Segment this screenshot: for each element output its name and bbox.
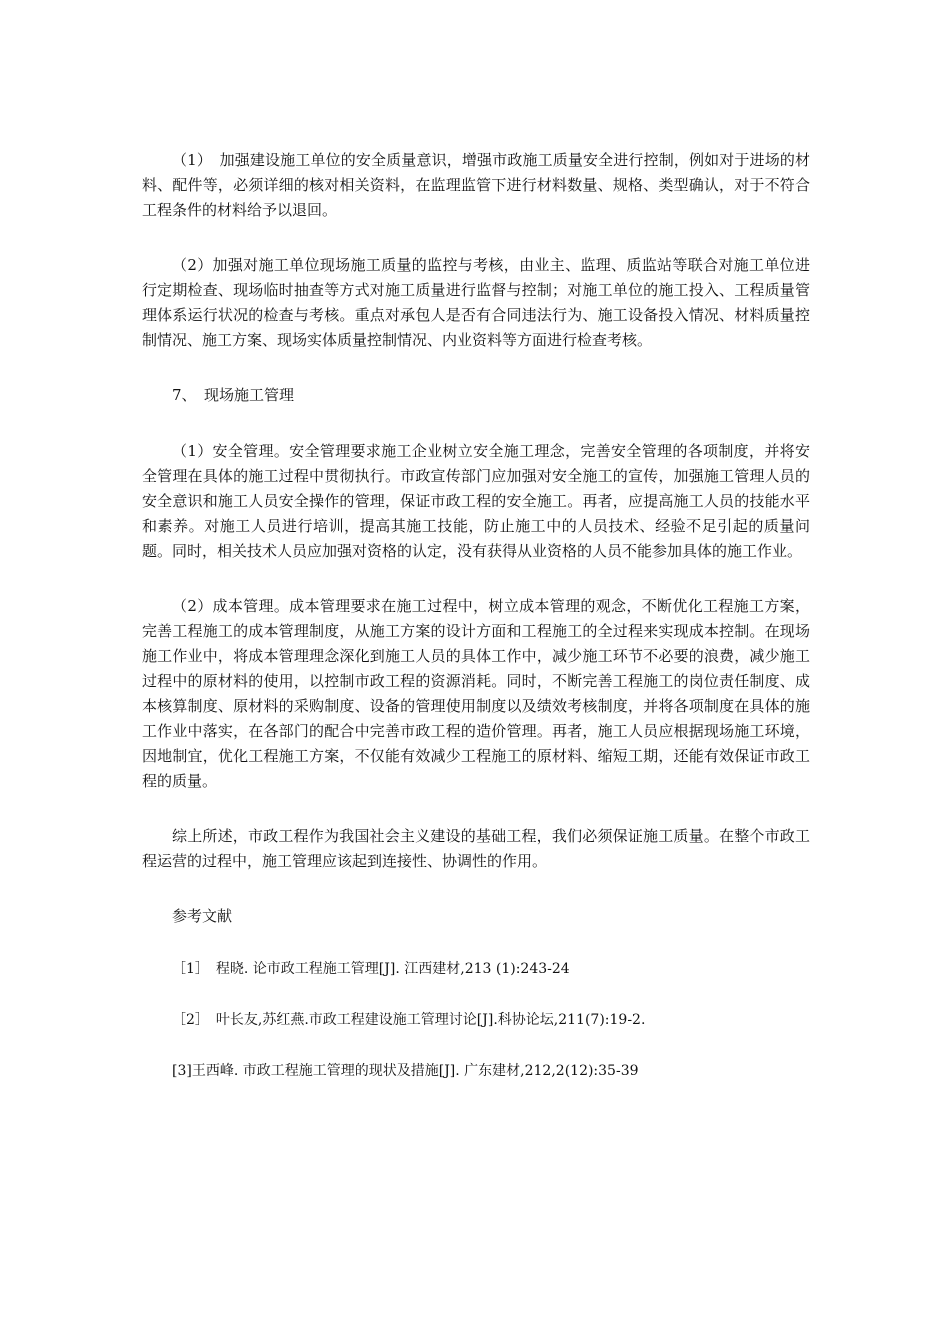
paragraph-safety-management: （1）安全管理。安全管理要求施工企业树立安全施工理念，完善安全管理的各项制度，并将安全管理在具体的施工过程中贯彻执行。市政宣传部门应加强对安全施工的宣传，加强施工管理人员的安全意识和施工人员安全操作的管理，保证市政工程的安全施工。再者，应提高施工人员的技能水平和素养。对施工人员进行培训，提高其施工技能，防止施工中的人员技术、经验不足引起的质量问题。同时，相关技术人员应加强对资格的认定，没有获得从业资格的人员不能参加具体的施工作业。 (142, 442, 810, 560)
reference-item: ［2］ 叶长友,苏红燕.市政工程建设施工管理讨论[J].科协论坛,211(7):19-2. (172, 1012, 646, 1028)
paragraph-quality-2: （2）加强对施工单位现场施工质量的监控与考核，由业主、监理、质监站等联合对施工单位进行定期检查、现场临时抽查等方式对施工质量进行监督与控制；对施工单位的施工投入、工程质量管理体系运行状况的检查与考核。重点对承包人是否有合同违法行为、施工设备投入情况、材料质量控制情况、施工方案、现场实体质量控制情况、内业资料等方面进行检查考核。 (142, 256, 810, 349)
reference-item: ［1］ 程晓. 论市政工程施工管理[J]. 江西建材,213 (1):243-24 (172, 961, 570, 977)
references-title: 参考文献 (172, 907, 233, 925)
document-page (142, 148, 810, 1110)
reference-item: [3]王西峰. 市政工程施工管理的现状及措施[J]. 广东建材,212,2(12):35-39 (172, 1063, 639, 1079)
paragraph-conclusion: 综上所述，市政工程作为我国社会主义建设的基础工程，我们必须保证施工质量。在整个市政工程运营的过程中，施工管理应该起到连接性、协调性的作用。 (142, 827, 810, 870)
section-heading: 7、 现场施工管理 (172, 386, 295, 404)
paragraph-quality-1: （1） 加强建设施工单位的安全质量意识，增强市政施工质量安全进行控制，例如对于进场的材料、配件等，必须详细的核对相关资料，在监理监管下进行材料数量、规格、类型确认，对于不符合工程条件的材料给予以退回。 (142, 151, 810, 219)
paragraph-cost-management: （2）成本管理。成本管理要求在施工过程中，树立成本管理的观念，不断优化工程施工方案，完善工程施工的成本管理制度，从施工方案的设计方面和工程施工的全过程来实现成本控制。在现场施工作业中，将成本管理理念深化到施工人员的具体工作中，减少施工环节不必要的浪费，减少施工过程中的原材料的使用，以控制市政工程的资源消耗。同时，不断完善工程施工的岗位责任制度、成本核算制度、原材料的采购制度、设备的管理使用制度以及绩效考核制度，并将各项制度在具体的施工作业中落实，在各部门的配合中完善市政工程的造价管理。再者，施工人员应根据现场施工环境，因地制宜，优化工程施工方案，不仅能有效减少工程施工的原材料、缩短工期，还能有效保证市政工程的质量。 (142, 597, 810, 790)
